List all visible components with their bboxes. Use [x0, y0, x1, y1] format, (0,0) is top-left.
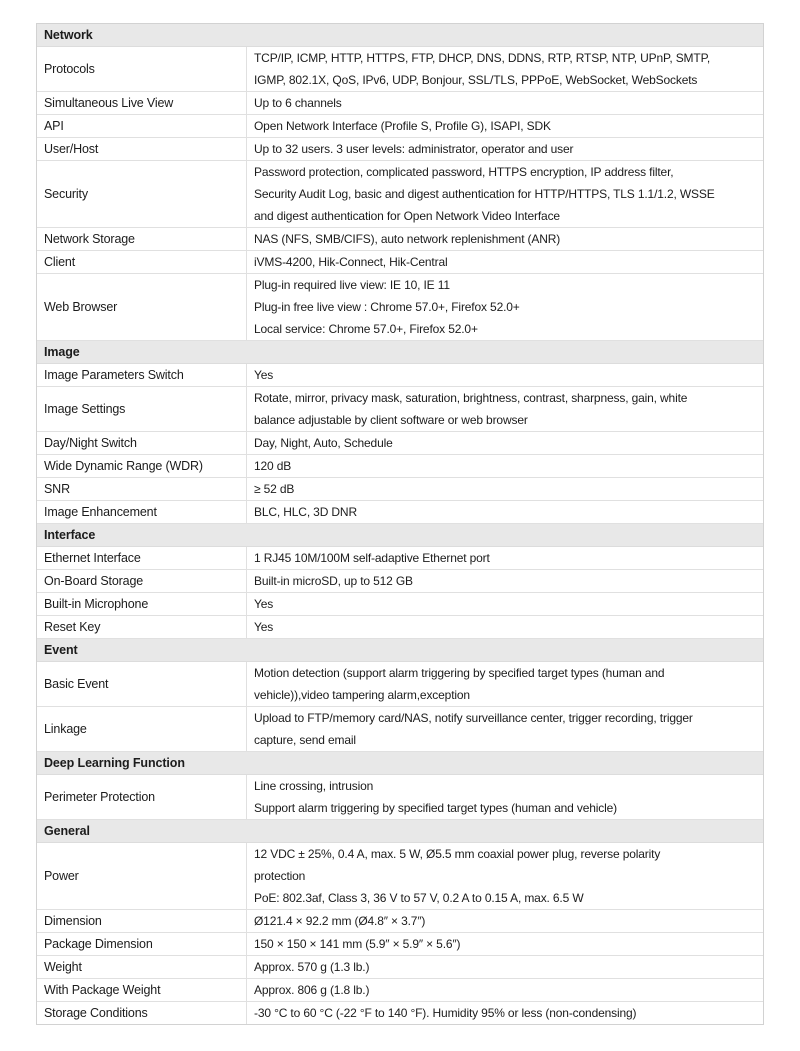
spec-row — [37, 956, 763, 979]
spec-value-line: -30 °C to 60 °C (-22 °F to 140 °F). Humidity 95% or less (non-condensing) — [254, 1006, 637, 1020]
spec-value-line: Support alarm triggering by specified target types (human and vehicle) — [254, 801, 618, 815]
spec-value-line: NAS (NFS, SMB/CIFS), auto network replenishment (ANR) — [254, 232, 561, 246]
spec-row — [37, 775, 763, 820]
spec-value-line: Yes — [254, 597, 274, 611]
spec-label: Day/Night Switch — [37, 432, 247, 454]
spec-row — [37, 547, 763, 570]
spec-value-line: Up to 6 channels — [254, 96, 342, 110]
spec-label: Web Browser — [37, 274, 247, 340]
spec-value — [247, 956, 763, 978]
spec-row — [37, 92, 763, 115]
spec-label: Built-in Microphone — [37, 593, 247, 615]
spec-label: Reset Key — [37, 616, 247, 638]
section-header: Image — [37, 341, 763, 364]
spec-value-line: PoE: 802.3af, Class 3, 36 V to 57 V, 0.2 A to 0.15 A, max. 6.5 W — [254, 891, 584, 905]
spec-value-line: Plug-in required live view: IE 10, IE 11 — [254, 278, 450, 292]
section-header: Network — [37, 24, 763, 47]
spec-value-line: Upload to FTP/memory card/NAS, notify surveillance center, trigger recording, trigger — [254, 711, 693, 725]
spec-label: Wide Dynamic Range (WDR) — [37, 455, 247, 477]
spec-label: Linkage — [37, 707, 247, 751]
spec-row — [37, 707, 763, 752]
spec-value — [247, 593, 763, 615]
spec-label: Power — [37, 843, 247, 909]
spec-value-line: Rotate, mirror, privacy mask, saturation, brightness, contrast, sharpness, gain, white — [254, 391, 688, 405]
spec-label: Image Settings — [37, 387, 247, 431]
spec-value-line: capture, send email — [254, 733, 356, 747]
spec-row — [37, 387, 763, 432]
spec-value — [247, 501, 763, 523]
spec-row — [37, 364, 763, 387]
spec-row — [37, 910, 763, 933]
spec-value — [247, 1002, 763, 1024]
spec-label: On-Board Storage — [37, 570, 247, 592]
spec-value-line: Motion detection (support alarm triggering by specified target types (human and — [254, 666, 665, 680]
spec-value — [247, 274, 763, 340]
spec-row — [37, 274, 763, 341]
spec-value-line: Password protection, complicated password, HTTPS encryption, IP address filter, — [254, 165, 674, 179]
spec-row — [37, 616, 763, 639]
spec-value — [247, 92, 763, 114]
section-header: Deep Learning Function — [37, 752, 763, 775]
spec-row — [37, 979, 763, 1002]
section-block — [37, 639, 763, 752]
spec-label: User/Host — [37, 138, 247, 160]
spec-value-line: IGMP, 802.1X, QoS, IPv6, UDP, Bonjour, SSL/TLS, PPPoE, WebSocket, WebSockets — [254, 73, 698, 87]
spec-value — [247, 478, 763, 500]
spec-value — [247, 115, 763, 137]
spec-value — [247, 251, 763, 273]
spec-label: With Package Weight — [37, 979, 247, 1001]
spec-value-line: Yes — [254, 620, 274, 634]
spec-table — [36, 23, 764, 1025]
spec-value — [247, 547, 763, 569]
spec-value — [247, 455, 763, 477]
spec-row — [37, 501, 763, 524]
spec-label: Security — [37, 161, 247, 227]
spec-row — [37, 138, 763, 161]
spec-row — [37, 662, 763, 707]
spec-value-line: 1 RJ45 10M/100M self-adaptive Ethernet port — [254, 551, 490, 565]
spec-value-line: 120 dB — [254, 459, 292, 473]
spec-value — [247, 933, 763, 955]
section-block — [37, 820, 763, 1024]
spec-value-line: Line crossing, intrusion — [254, 779, 374, 793]
spec-label: Client — [37, 251, 247, 273]
spec-value-line: Plug-in free live view : Chrome 57.0+, Firefox 52.0+ — [254, 300, 520, 314]
spec-value-line: Built-in microSD, up to 512 GB — [254, 574, 413, 588]
spec-row — [37, 933, 763, 956]
spec-value-line: balance adjustable by client software or web browser — [254, 413, 528, 427]
spec-value-line: vehicle)),video tampering alarm,exception — [254, 688, 470, 702]
spec-value — [247, 616, 763, 638]
spec-row — [37, 570, 763, 593]
spec-value-line: iVMS-4200, Hik-Connect, Hik-Central — [254, 255, 448, 269]
spec-row — [37, 228, 763, 251]
spec-row — [37, 115, 763, 138]
spec-row — [37, 251, 763, 274]
spec-value-line: Local service: Chrome 57.0+, Firefox 52.0+ — [254, 322, 478, 336]
spec-value-line: ≥ 52 dB — [254, 482, 295, 496]
spec-value — [247, 662, 763, 706]
spec-label: SNR — [37, 478, 247, 500]
spec-value-line: protection — [254, 869, 306, 883]
spec-value — [247, 432, 763, 454]
spec-row — [37, 843, 763, 910]
spec-row — [37, 593, 763, 616]
spec-row — [37, 161, 763, 228]
spec-value-line: Day, Night, Auto, Schedule — [254, 436, 393, 450]
spec-value — [247, 910, 763, 932]
section-header: General — [37, 820, 763, 843]
spec-label: Simultaneous Live View — [37, 92, 247, 114]
spec-value-line: Security Audit Log, basic and digest authentication for HTTP/HTTPS, TLS 1.1/1.2, WSSE — [254, 187, 715, 201]
section-block — [37, 524, 763, 639]
spec-value-line: Open Network Interface (Profile S, Profile G), ISAPI, SDK — [254, 119, 551, 133]
spec-value-line: Ø121.4 × 92.2 mm (Ø4.8″ × 3.7″) — [254, 914, 426, 928]
spec-value — [247, 161, 763, 227]
spec-value-line: Approx. 806 g (1.8 lb.) — [254, 983, 370, 997]
spec-value-line: 12 VDC ± 25%, 0.4 A, max. 5 W, Ø5.5 mm coaxial power plug, reverse polarity — [254, 847, 661, 861]
spec-label: Weight — [37, 956, 247, 978]
spec-row — [37, 47, 763, 92]
spec-value — [247, 570, 763, 592]
spec-label: Network Storage — [37, 228, 247, 250]
spec-value — [247, 47, 763, 91]
spec-value — [247, 843, 763, 909]
spec-value — [247, 228, 763, 250]
spec-label: API — [37, 115, 247, 137]
spec-row — [37, 1002, 763, 1024]
section-header: Interface — [37, 524, 763, 547]
spec-row — [37, 432, 763, 455]
spec-value-line: TCP/IP, ICMP, HTTP, HTTPS, FTP, DHCP, DNS, DDNS, RTP, RTSP, NTP, UPnP, SMTP, — [254, 51, 711, 65]
spec-value — [247, 775, 763, 819]
spec-value-line: Yes — [254, 368, 274, 382]
spec-label: Ethernet Interface — [37, 547, 247, 569]
spec-label: Image Enhancement — [37, 501, 247, 523]
section-header: Event — [37, 639, 763, 662]
spec-label: Image Parameters Switch — [37, 364, 247, 386]
spec-value — [247, 707, 763, 751]
spec-value — [247, 387, 763, 431]
spec-label: Basic Event — [37, 662, 247, 706]
spec-label: Perimeter Protection — [37, 775, 247, 819]
spec-value-line: 150 × 150 × 141 mm (5.9″ × 5.9″ × 5.6″) — [254, 937, 461, 951]
spec-value-line: Up to 32 users. 3 user levels: administrator, operator and user — [254, 142, 574, 156]
section-block — [37, 341, 763, 524]
section-block — [37, 24, 763, 341]
spec-label: Dimension — [37, 910, 247, 932]
spec-value-line: Approx. 570 g (1.3 lb.) — [254, 960, 370, 974]
spec-value-line: BLC, HLC, 3D DNR — [254, 505, 357, 519]
spec-row — [37, 478, 763, 501]
spec-label: Protocols — [37, 47, 247, 91]
spec-value — [247, 979, 763, 1001]
spec-value-line: and digest authentication for Open Network Video Interface — [254, 209, 560, 223]
section-block — [37, 752, 763, 820]
spec-value — [247, 138, 763, 160]
spec-value — [247, 364, 763, 386]
spec-label: Package Dimension — [37, 933, 247, 955]
spec-row — [37, 455, 763, 478]
spec-label: Storage Conditions — [37, 1002, 247, 1024]
